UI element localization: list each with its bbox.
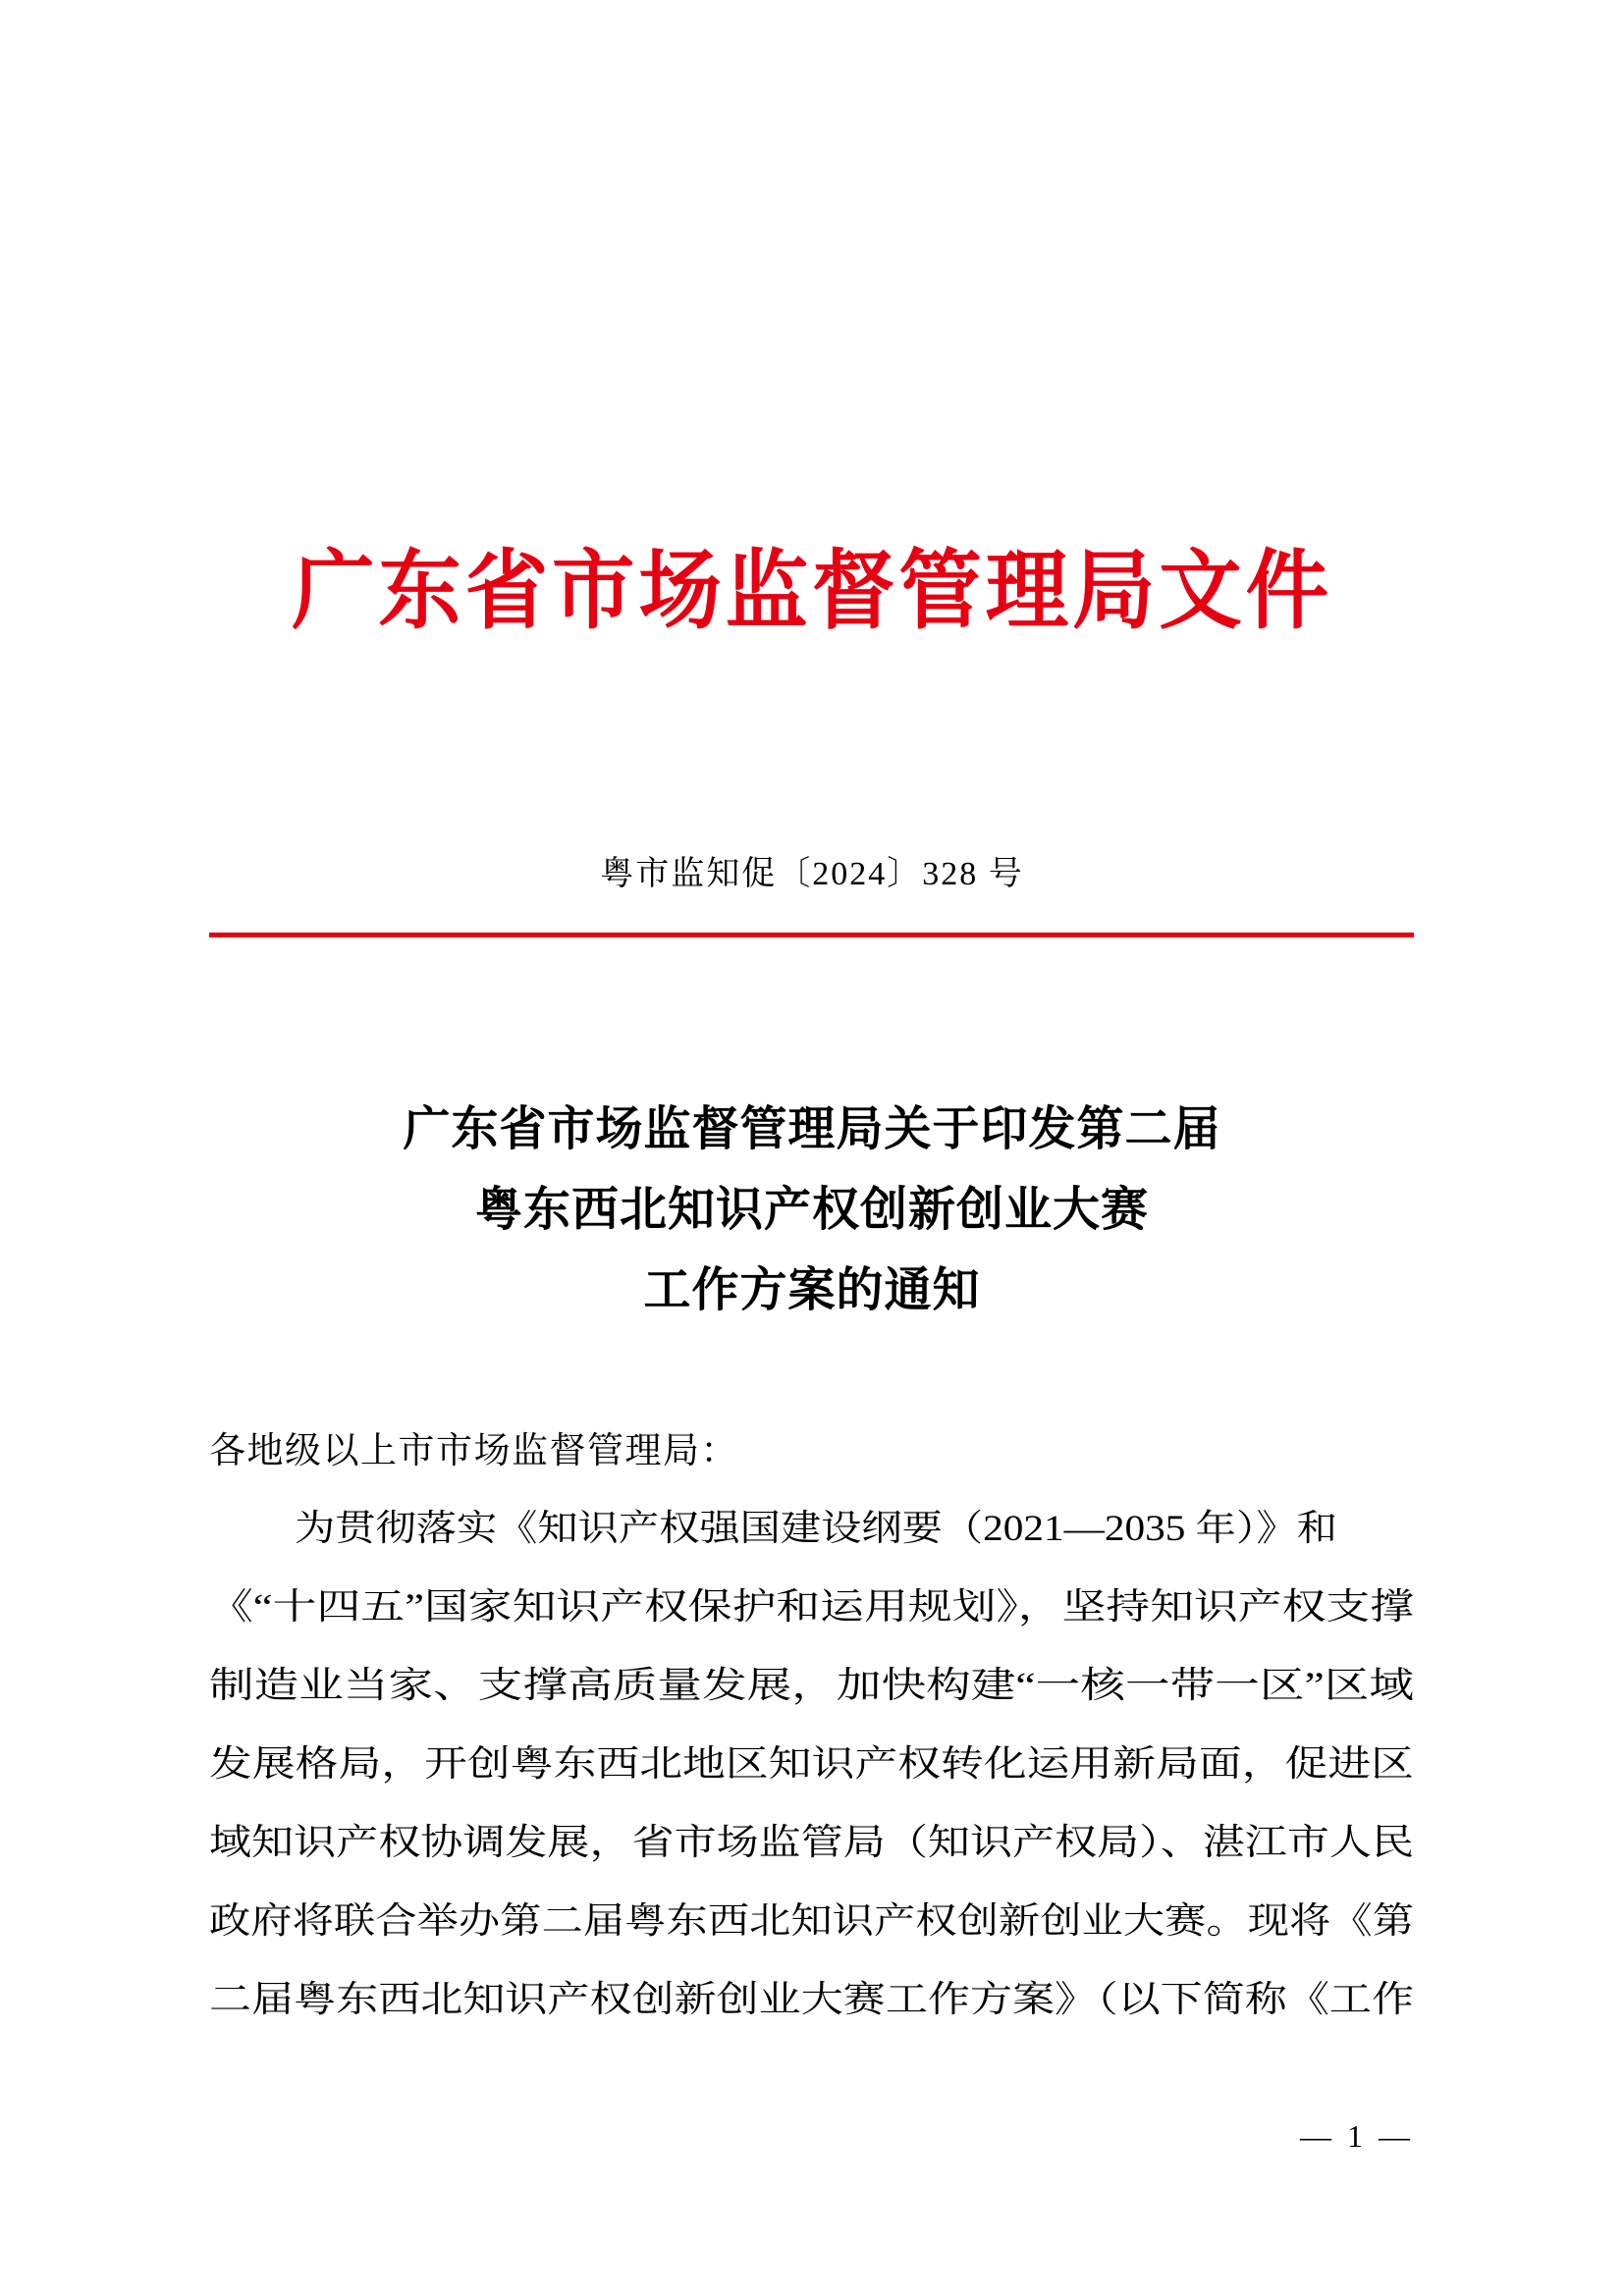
red-separator-rule xyxy=(209,933,1414,937)
body-line-3: 制造业当家、支撑高质量发展，加快构建“一核一带一区”区域 xyxy=(209,1666,1414,1706)
headline-line-3: 工作方案的通知 xyxy=(643,1264,981,1316)
document-body xyxy=(209,1414,1414,2040)
document-headline xyxy=(0,1090,1624,1331)
body-line-7: 二届粤东西北知识产权创新创业大赛工作方案》（以下简称《工作 xyxy=(209,1980,1414,2020)
body-line-4: 发展格局，开创粤东西北地区知识产权转化运用新局面，促进区 xyxy=(209,1744,1414,1785)
salutation: 各地级以上市市场监督管理局： xyxy=(209,1431,738,1471)
body-line-2: 《“十四五”国家知识产权保护和运用规划》，坚持知识产权支撑 xyxy=(209,1587,1414,1628)
body-line-5: 域知识产权协调发展，省市场监管局（知识产权局）、湛江市人民 xyxy=(209,1823,1414,1863)
body-line-6: 政府将联合举办第二届粤东西北知识产权创新创业大赛。现将《第 xyxy=(209,1901,1414,1942)
page-number: — 1 — xyxy=(1300,2118,1414,2154)
headline-line-1: 广东省市场监督管理局关于印发第二届 xyxy=(403,1103,1221,1155)
document-serial-number: 粤市监知促〔2024〕328 号 xyxy=(600,856,1024,892)
masthead-title: 广东省市场监督管理局文件 xyxy=(292,545,1332,640)
body-line-1: 为贯彻落实《知识产权强国建设纲要（2021—2035 年）》和 xyxy=(294,1509,1337,1549)
headline-line-2: 粤东西北知识产权创新创业大赛 xyxy=(474,1184,1149,1236)
masthead xyxy=(0,545,1624,640)
